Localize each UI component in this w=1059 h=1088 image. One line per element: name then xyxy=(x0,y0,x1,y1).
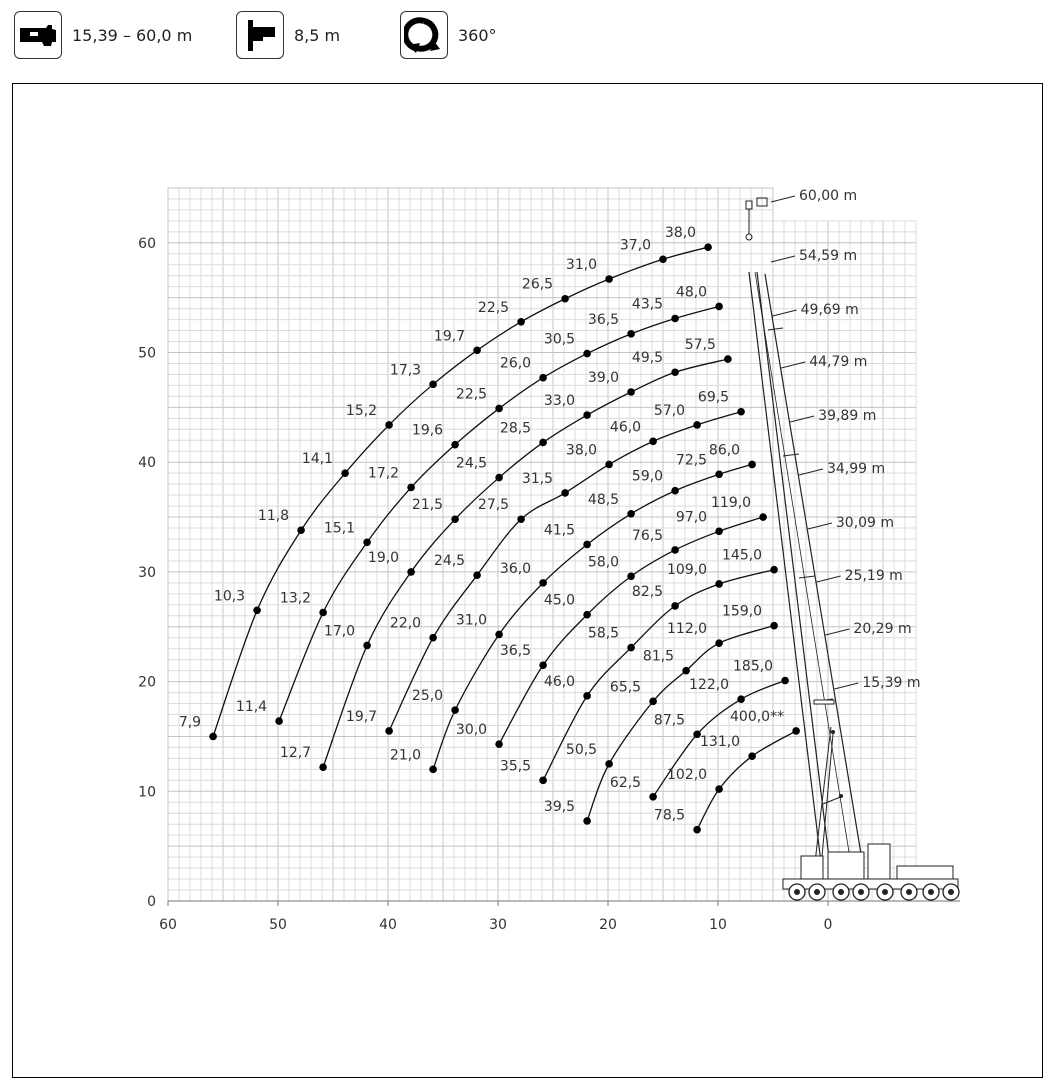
load-value-label: 36,5 xyxy=(499,643,532,660)
y-tick-label: 10 xyxy=(138,784,156,801)
load-value-label: 81,5 xyxy=(642,648,675,665)
load-point xyxy=(737,408,745,416)
x-tick-label: 0 xyxy=(823,917,833,933)
load-point xyxy=(627,330,635,338)
boom-length-label: 25,19 m xyxy=(844,568,903,584)
load-value-label: 26,5 xyxy=(521,276,554,293)
load-point xyxy=(693,421,701,429)
load-value-label: 102,0 xyxy=(667,767,708,784)
load-value-label: 48,5 xyxy=(587,491,620,508)
load-value-label: 31,0 xyxy=(565,257,598,274)
load-point xyxy=(770,622,778,630)
load-value-label: 50,5 xyxy=(565,741,598,758)
point-labels xyxy=(179,225,784,824)
x-tick-label: 50 xyxy=(269,917,287,933)
load-value-label: 10,3 xyxy=(213,588,246,605)
load-point xyxy=(583,411,591,419)
load-value-label: 69,5 xyxy=(697,389,730,406)
load-point xyxy=(407,484,415,492)
load-value-label: 46,0 xyxy=(609,419,642,436)
load-point xyxy=(704,243,712,251)
load-value-label: 122,0 xyxy=(689,677,730,694)
boom-length-label: 30,09 m xyxy=(835,515,895,531)
load-point xyxy=(561,295,569,303)
load-value-label: 76,5 xyxy=(631,527,664,544)
y-tick-label: 0 xyxy=(147,894,156,910)
spec-jib-text: 8,5 m xyxy=(294,25,341,45)
load-value-label: 35,5 xyxy=(499,758,532,775)
load-point xyxy=(605,461,613,469)
load-value-label: 38,0 xyxy=(664,225,697,242)
load-chart-frame xyxy=(12,83,1043,1078)
load-value-label: 58,0 xyxy=(587,554,620,571)
load-value-label: 48,0 xyxy=(675,284,708,301)
load-value-label: 30,0 xyxy=(455,722,488,739)
load-value-label: 185,0 xyxy=(733,658,774,675)
load-value-label: 131,0 xyxy=(700,734,741,751)
load-point xyxy=(539,777,547,785)
load-value-label: 27,5 xyxy=(477,497,510,514)
load-point xyxy=(759,513,767,521)
x-tick-label: 10 xyxy=(709,917,727,933)
load-value-label: 159,0 xyxy=(722,603,763,620)
load-point xyxy=(385,727,393,735)
load-point xyxy=(627,644,635,652)
load-value-label: 36,5 xyxy=(587,311,620,328)
load-value-label: 12,7 xyxy=(279,745,312,762)
load-point xyxy=(539,579,547,587)
load-value-label: 26,0 xyxy=(499,355,532,372)
boom-length-label: 54,59 m xyxy=(799,248,858,264)
boom-length-label: 49,69 m xyxy=(800,302,859,318)
load-point xyxy=(605,760,613,768)
load-point xyxy=(583,817,591,825)
load-point xyxy=(583,692,591,700)
load-point xyxy=(649,793,657,801)
load-point xyxy=(671,602,679,610)
load-value-label: 97,0 xyxy=(675,509,708,526)
load-value-label: 39,0 xyxy=(587,369,620,386)
load-value-label: 33,0 xyxy=(543,393,576,410)
load-value-label: 17,2 xyxy=(367,465,400,482)
load-point xyxy=(724,355,732,363)
load-point xyxy=(671,546,679,554)
load-value-label: 15,2 xyxy=(345,402,378,419)
load-value-label: 31,0 xyxy=(455,612,488,629)
boom-length-label: 34,99 m xyxy=(826,461,886,477)
load-point xyxy=(748,752,756,760)
load-point xyxy=(275,717,283,725)
load-value-label: 62,5 xyxy=(609,774,642,791)
load-value-label: 112,0 xyxy=(667,621,708,638)
load-point xyxy=(363,538,371,546)
boom-length-label: 39,89 m xyxy=(818,408,877,424)
load-value-label: 7,9 xyxy=(178,714,202,731)
load-point xyxy=(715,580,723,588)
load-point xyxy=(561,489,569,497)
load-value-label: 41,5 xyxy=(543,522,576,539)
load-point xyxy=(715,639,723,647)
load-value-label: 86,0 xyxy=(708,442,741,459)
load-point xyxy=(693,826,701,834)
load-value-label: 400,0** xyxy=(730,708,785,725)
load-point xyxy=(539,374,547,382)
load-point xyxy=(495,405,503,413)
load-point xyxy=(583,611,591,619)
load-point xyxy=(583,350,591,358)
boom-length-label: 15,39 m xyxy=(862,675,921,691)
load-point xyxy=(715,785,723,793)
y-tick-label: 20 xyxy=(138,674,156,691)
y-tick-label: 40 xyxy=(138,455,156,472)
load-value-label: 17,3 xyxy=(389,362,422,379)
x-tick-label: 20 xyxy=(599,917,617,933)
load-point xyxy=(737,695,745,703)
boom-length-label: 44,79 m xyxy=(809,354,868,370)
spec-slew-text: 360° xyxy=(458,25,497,45)
load-point xyxy=(517,515,525,523)
load-point xyxy=(792,727,800,735)
load-point xyxy=(319,609,327,617)
load-value-label: 119,0 xyxy=(711,495,752,512)
load-value-label: 45,0 xyxy=(543,592,576,609)
load-point xyxy=(605,275,613,283)
load-curve xyxy=(213,247,708,739)
load-value-label: 58,5 xyxy=(587,625,620,642)
boom-length-icon xyxy=(14,11,62,59)
load-value-label: 109,0 xyxy=(667,561,708,578)
boom-length-label: 20,29 m xyxy=(853,621,912,637)
load-value-label: 11,4 xyxy=(235,699,268,716)
boom-length-label: 60,00 m xyxy=(799,188,858,204)
load-point xyxy=(659,255,667,263)
load-point xyxy=(319,763,327,771)
load-point xyxy=(495,474,503,482)
load-value-label: 22,5 xyxy=(477,299,510,316)
load-point xyxy=(748,461,756,469)
load-point xyxy=(253,606,261,614)
load-value-label: 43,5 xyxy=(631,296,664,313)
load-point xyxy=(429,766,437,774)
load-value-label: 57,5 xyxy=(684,337,716,354)
load-point xyxy=(583,541,591,549)
load-value-label: 17,0 xyxy=(323,623,356,640)
load-point xyxy=(715,303,723,311)
load-value-label: 25,0 xyxy=(411,688,444,705)
load-point xyxy=(715,470,723,478)
load-point xyxy=(209,733,217,741)
load-value-label: 30,5 xyxy=(543,331,576,348)
load-value-label: 19,7 xyxy=(433,328,466,345)
load-point xyxy=(539,439,547,447)
load-value-label: 21,0 xyxy=(389,747,422,764)
load-value-label: 87,5 xyxy=(653,712,686,729)
load-value-label: 37,0 xyxy=(619,237,651,254)
slew-360-icon xyxy=(400,11,448,59)
load-value-label: 36,0 xyxy=(499,560,532,577)
spec-jib-offset xyxy=(236,10,340,60)
load-value-label: 31,5 xyxy=(521,470,554,487)
load-value-label: 78,5 xyxy=(653,807,686,824)
load-point xyxy=(649,438,657,446)
load-point xyxy=(627,572,635,580)
load-point xyxy=(385,421,393,429)
load-point xyxy=(649,698,657,706)
load-value-label: 13,2 xyxy=(279,590,312,607)
load-point xyxy=(671,315,679,323)
load-value-label: 65,5 xyxy=(609,679,642,696)
load-point xyxy=(627,510,635,518)
load-value-label: 57,0 xyxy=(653,402,686,419)
load-value-label: 38,0 xyxy=(565,442,598,459)
load-value-label: 82,5 xyxy=(631,583,664,600)
load-value-label: 21,5 xyxy=(411,497,444,514)
load-point xyxy=(341,469,349,477)
load-point xyxy=(429,634,437,642)
axis-ticks xyxy=(138,236,832,933)
y-tick-label: 50 xyxy=(138,345,156,362)
load-value-label: 49,5 xyxy=(631,350,664,367)
load-value-label: 19,0 xyxy=(367,549,400,566)
load-point xyxy=(429,381,437,389)
load-chart xyxy=(13,84,1044,1079)
load-point xyxy=(363,642,371,650)
load-point xyxy=(715,528,723,536)
load-value-label: 24,5 xyxy=(433,553,466,570)
load-value-label: 59,0 xyxy=(631,468,664,485)
load-value-label: 19,6 xyxy=(411,422,444,439)
load-point xyxy=(770,566,778,574)
load-point xyxy=(682,667,690,675)
load-value-label: 14,1 xyxy=(301,451,334,468)
load-value-label: 46,0 xyxy=(543,673,576,690)
x-tick-label: 40 xyxy=(379,917,397,933)
load-point xyxy=(451,706,459,714)
y-tick-label: 60 xyxy=(138,235,156,252)
load-value-label: 11,8 xyxy=(257,508,290,525)
load-point xyxy=(297,526,305,534)
load-value-label: 28,5 xyxy=(499,420,532,437)
load-point xyxy=(495,740,503,748)
spec-boom-text: 15,39 – 60,0 m xyxy=(72,25,193,45)
spec-boom-length xyxy=(14,10,192,60)
y-tick-label: 30 xyxy=(138,564,156,581)
load-point xyxy=(671,487,679,495)
load-point xyxy=(627,388,635,396)
load-point xyxy=(451,441,459,449)
load-value-label: 19,7 xyxy=(345,708,378,725)
load-value-label: 22,0 xyxy=(389,615,422,632)
load-value-label: 72,5 xyxy=(675,452,708,469)
load-point xyxy=(473,571,481,579)
load-point xyxy=(781,677,789,685)
load-value-label: 39,5 xyxy=(543,798,576,815)
load-point xyxy=(473,347,481,355)
x-tick-label: 60 xyxy=(159,917,177,933)
load-value-label: 22,5 xyxy=(455,386,488,403)
load-point xyxy=(451,515,459,523)
load-point xyxy=(495,631,503,639)
load-point xyxy=(671,368,679,376)
load-point xyxy=(517,318,525,326)
load-value-label: 15,1 xyxy=(323,520,356,537)
load-value-label: 145,0 xyxy=(722,547,763,564)
spec-slew-range xyxy=(400,10,497,60)
x-tick-label: 30 xyxy=(489,917,507,933)
load-value-label: 24,5 xyxy=(455,455,488,472)
load-point xyxy=(407,568,415,576)
jib-offset-icon xyxy=(236,11,284,59)
load-point xyxy=(539,661,547,669)
